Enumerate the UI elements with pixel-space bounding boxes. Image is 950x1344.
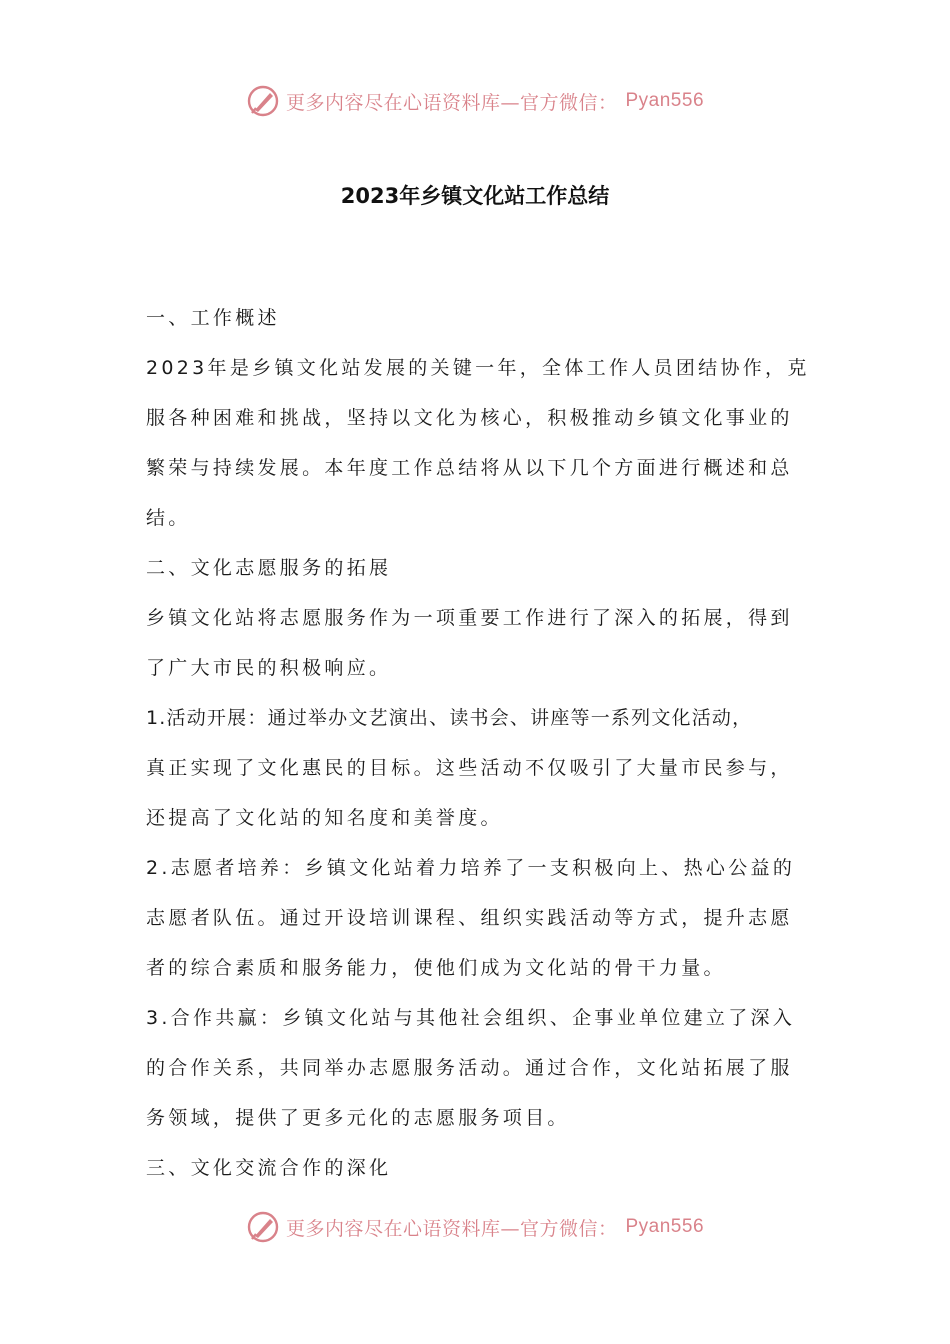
paragraph-line: 结。 (146, 507, 191, 529)
header-watermark (0, 84, 950, 118)
paragraph-line: 务领域，提供了更多元化的志愿服务项目。 (146, 1107, 570, 1129)
list-item-volunteer-training: 2.志愿者培养：乡镇文化站着力培养了一支积极向上、热心公益的 (146, 857, 796, 879)
document-title: 2023年乡镇文化站工作总结 (340, 184, 610, 208)
paragraph-line: 乡镇文化站将志愿服务作为一项重要工作进行了深入的拓展，得到 (146, 607, 793, 629)
watermark-wechat-handle: Pyan556 (625, 90, 705, 111)
list-item-cooperation: 3.合作共赢：乡镇文化站与其他社会组织、企事业单位建立了深入 (146, 1007, 796, 1029)
paragraph-line: 者的综合素质和服务能力，使他们成为文化站的骨干力量。 (146, 957, 726, 979)
quill-logo-icon (246, 1210, 280, 1244)
section-heading-overview: 一、工作概述 (146, 307, 280, 329)
paragraph-line: 志愿者队伍。通过开设培训课程、组织实践活动等方式，提升志愿 (146, 907, 793, 929)
section-heading-volunteer: 二、文化志愿服务的拓展 (146, 557, 392, 579)
paragraph-line: 还提高了文化站的知名度和美誉度。 (146, 807, 503, 829)
paragraph-line: 了广大市民的积极响应。 (146, 657, 392, 679)
quill-logo-icon (246, 84, 280, 118)
paragraph-line: 真正实现了文化惠民的目标。这些活动不仅吸引了大量市民参与， (146, 757, 793, 779)
section-heading-exchange: 三、文化交流合作的深化 (146, 1157, 392, 1179)
footer-watermark (0, 1210, 950, 1244)
list-item-activities: 1.活动开展：通过举办文艺演出、读书会、讲座等一系列文化活动， (146, 707, 753, 729)
watermark-text: 更多内容尽在心语资料库—官方微信： (285, 91, 618, 114)
document-body (146, 300, 810, 1200)
paragraph-line: 的合作关系，共同举办志愿服务活动。通过合作，文化站拓展了服 (146, 1057, 793, 1079)
watermark-text: 更多内容尽在心语资料库—官方微信： (285, 1217, 618, 1240)
watermark-wechat-handle: Pyan556 (625, 1216, 705, 1237)
paragraph-line: 2023年是乡镇文化站发展的关键一年，全体工作人员团结协作，克 (146, 357, 810, 379)
paragraph-line: 繁荣与持续发展。本年度工作总结将从以下几个方面进行概述和总 (146, 457, 793, 479)
paragraph-line: 服各种困难和挑战，坚持以文化为核心，积极推动乡镇文化事业的 (146, 407, 793, 429)
